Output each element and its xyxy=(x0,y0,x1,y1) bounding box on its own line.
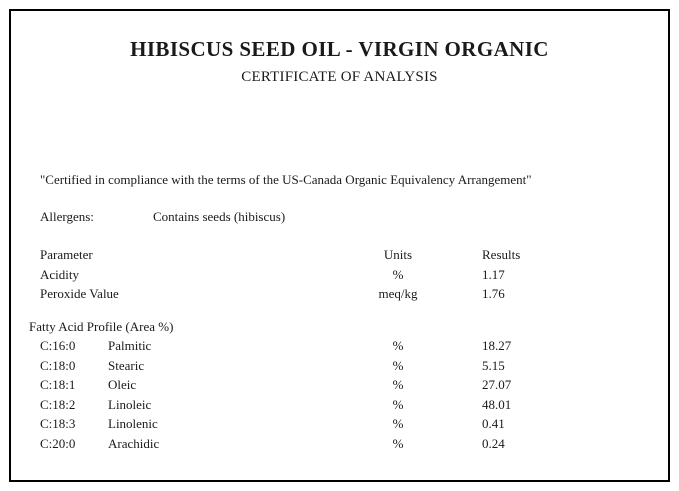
row-name: Arachidic xyxy=(108,435,160,451)
table-row xyxy=(29,356,650,376)
page-subtitle: CERTIFICATE OF ANALYSIS xyxy=(241,69,438,85)
row-code: C:18:1 xyxy=(40,377,76,392)
row-units: % xyxy=(392,435,404,451)
compliance-statement: "Certified in compliance with the terms of the US-Canada Organic Equivalency Arrangement" xyxy=(40,172,532,187)
fatty-acid-section-row xyxy=(29,317,650,337)
row-parameter: Acidity xyxy=(40,266,79,282)
row-name: Palmitic xyxy=(108,338,152,353)
row-units: meq/kg xyxy=(378,286,418,301)
table-row xyxy=(29,375,650,395)
document-content xyxy=(11,11,668,480)
table-row xyxy=(29,284,650,304)
header-results: Results xyxy=(482,247,521,262)
allergens-label: Allergens: xyxy=(40,209,94,224)
table-row xyxy=(29,395,650,415)
row-code: C:16:0 xyxy=(40,338,76,353)
row-code: C:18:2 xyxy=(40,396,76,412)
row-name: Linoleic xyxy=(108,396,152,412)
fatty-acid-section-title: Fatty Acid Profile (Area %) xyxy=(29,318,174,334)
row-units: % xyxy=(392,396,404,412)
row-units: % xyxy=(392,416,404,431)
row-parameter: Peroxide Value xyxy=(40,286,119,301)
row-units: % xyxy=(392,266,404,282)
header-units: Units xyxy=(383,247,413,262)
row-result: 5.15 xyxy=(482,357,505,373)
table-spacer xyxy=(29,304,650,317)
allergens-row xyxy=(29,209,650,225)
table-header-row xyxy=(29,245,650,265)
allergens-value: Contains seeds (hibiscus) xyxy=(153,209,286,224)
spacer-cell xyxy=(29,304,650,317)
row-result: 18.27 xyxy=(482,338,512,353)
row-result: 48.01 xyxy=(482,396,512,412)
table-row xyxy=(29,265,650,285)
row-name: Oleic xyxy=(108,377,137,392)
row-result: 1.76 xyxy=(482,286,505,301)
row-code: C:18:3 xyxy=(40,416,76,431)
row-result: 0.24 xyxy=(482,435,505,451)
row-code: C:20:0 xyxy=(40,435,76,451)
row-result: 27.07 xyxy=(482,377,512,392)
row-result: 1.17 xyxy=(482,266,505,282)
results-table xyxy=(29,245,650,453)
row-units: % xyxy=(392,338,404,353)
row-name: Stearic xyxy=(108,357,145,373)
row-units: % xyxy=(392,377,404,392)
row-code: C:18:0 xyxy=(40,357,76,373)
row-units: % xyxy=(392,357,404,373)
row-result: 0.41 xyxy=(482,416,505,431)
header-parameter: Parameter xyxy=(40,247,93,262)
row-name: Linolenic xyxy=(108,416,158,431)
table-row xyxy=(29,414,650,434)
page-title: HIBISCUS SEED OIL - VIRGIN ORGANIC xyxy=(130,37,549,61)
table-row xyxy=(29,434,650,454)
table-row xyxy=(29,336,650,356)
